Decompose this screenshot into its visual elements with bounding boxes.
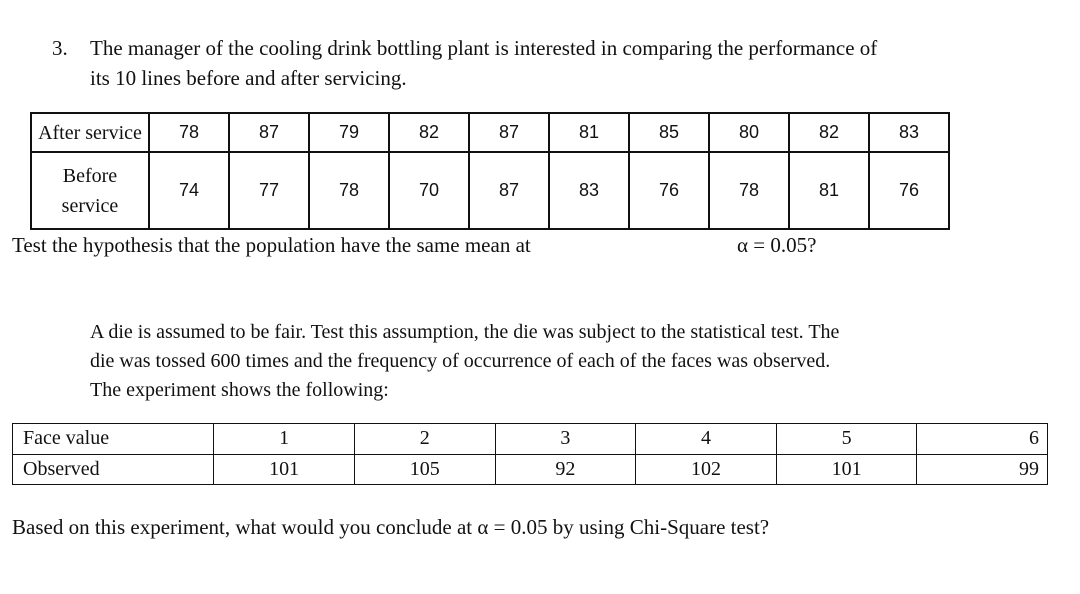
table-cell: 92 (495, 454, 636, 485)
table-cell: 74 (149, 152, 229, 229)
table-cell: 78 (149, 113, 229, 152)
table-cell: 99 (917, 454, 1048, 485)
question1-text-line2: its 10 lines before and after servicing. (90, 66, 407, 90)
table-cell: 81 (789, 152, 869, 229)
table-cell: 105 (354, 454, 495, 485)
table-row (31, 113, 949, 152)
row-label-before: Before service (31, 152, 149, 229)
table-cell: 85 (629, 113, 709, 152)
table-cell: 102 (636, 454, 777, 485)
table-cell: 3 (495, 424, 636, 455)
table-cell: 70 (389, 152, 469, 229)
table-cell: 80 (709, 113, 789, 152)
table-row (13, 454, 1048, 485)
row-label-face-value: Face value (13, 424, 214, 455)
table-cell: 78 (309, 152, 389, 229)
question-number: 3. (52, 36, 68, 60)
alpha-value: α = 0.05? (737, 233, 817, 257)
table-cell: 6 (917, 424, 1048, 455)
table-cell: 82 (789, 113, 869, 152)
table-cell: 101 (776, 454, 917, 485)
conclusion-question: Based on this experiment, what would you conclude at α = 0.05 by using Chi-Square test? (12, 515, 770, 539)
table-cell: 1 (214, 424, 355, 455)
table-cell: 4 (636, 424, 777, 455)
table-cell: 78 (709, 152, 789, 229)
question2-text-line3: The experiment shows the following: (90, 379, 389, 401)
table-cell: 87 (229, 113, 309, 152)
table-cell: 2 (354, 424, 495, 455)
table-cell: 101 (214, 454, 355, 485)
table-cell: 5 (776, 424, 917, 455)
table-cell: 77 (229, 152, 309, 229)
table-cell: 83 (549, 152, 629, 229)
table-cell: 76 (629, 152, 709, 229)
die-frequency-table (12, 423, 1048, 485)
table-cell: 87 (469, 113, 549, 152)
table-cell: 81 (549, 113, 629, 152)
question1-text-line1: The manager of the cooling drink bottling plant is interested in comparing the performance of (90, 36, 878, 60)
row-label-observed: Observed (13, 454, 214, 485)
hypothesis-text: Test the hypothesis that the population have the same mean at (12, 233, 531, 257)
question2-text-line1: A die is assumed to be fair. Test this assumption, the die was subject to the statistical test. The (90, 321, 840, 343)
table-row (31, 152, 949, 229)
table-row (13, 424, 1048, 455)
table-cell: 79 (309, 113, 389, 152)
row-label-after: After service (31, 113, 149, 152)
service-comparison-table (30, 112, 950, 230)
table-cell: 87 (469, 152, 549, 229)
question2-text-line2: die was tossed 600 times and the frequency of occurrence of each of the faces was observed. (90, 350, 831, 372)
table-cell: 82 (389, 113, 469, 152)
table-cell: 83 (869, 113, 949, 152)
table-cell: 76 (869, 152, 949, 229)
